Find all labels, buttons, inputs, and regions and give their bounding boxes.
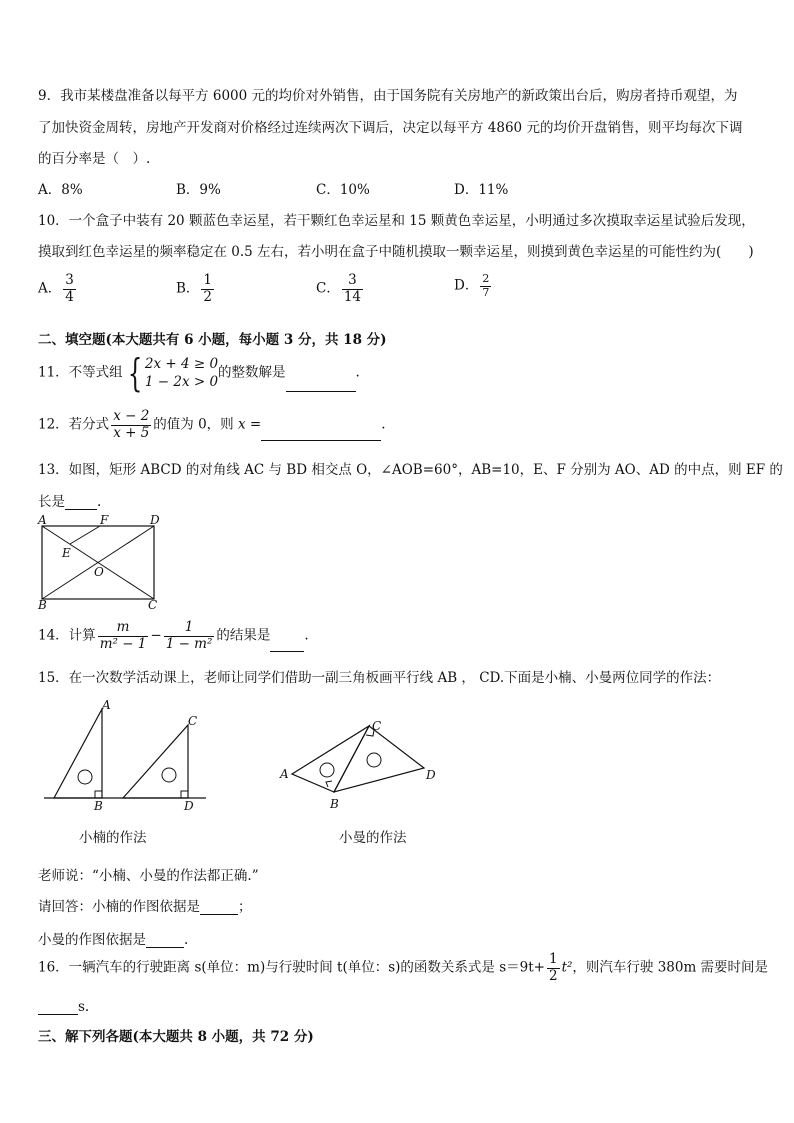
q14-answer-blank[interactable] [270,637,304,652]
q10-line1: 10．一个盒子中装有 20 颗蓝色幸运星，若干颗红色幸运星和 15 颗黄色幸运星，小明通过多次摸取幸运星试验后发现， [38,213,755,229]
q10-d-den: 7 [482,285,490,299]
q9-option-d: D．11% [454,182,509,198]
q10-c-den: 14 [343,288,362,305]
q13-line2: 长是 . [38,494,102,510]
q10-option-c: C． $\frac{3}{14}$ [316,272,362,305]
fig15-left-A: A [102,698,111,712]
section2-heading: 二、填空题(本大题共有 6 小题，每小题 3 分，共 18 分) [38,332,387,348]
q15-teacher: 老师说：“小楠、小曼的作法都正确.” [38,868,259,884]
q10-option-a: A． $\frac{3}{4}$ [38,272,74,305]
q16-line2: s. [38,999,89,1015]
fig15-left-D: D [184,799,194,813]
fig15-left-C: C [188,714,198,728]
label-F: F [100,513,109,527]
q11-answer-blank[interactable] [286,377,356,392]
q16-answer-blank[interactable] [38,1000,78,1015]
q16-line1: 16．一辆汽车的行驶距离 s(单位：m)与行驶时间 t(单位：s)的函数关系式是 s＝9t+ $\frac{1}{2}$ t²，则汽车行驶 380m 需要时间是 [38,951,769,984]
q15-line1: 15．在一次数学活动课上，老师让同学们借助一副三角板画平行线 AB ， CD.下面是小楠、小曼两位同学的作法： [38,670,721,686]
q9-line2: 了加快资金周转，房地产开发商对价格经过连续两次下调后，决定以每平方 4860 元的均价开盘销售，则平均每次下调 [38,120,743,136]
fig15-right-A: A [280,767,289,781]
fig15-left-B: B [94,799,103,813]
caption-xiaonan: 小楠的作法 [79,830,147,846]
q9-option-a: A．8% [38,182,83,198]
q12-answer-blank[interactable] [261,426,381,441]
xiaonan-construction-diagram [40,695,220,815]
caption-xiaoman: 小曼的作法 [339,830,407,846]
xiaoman-construction-diagram [276,712,446,814]
q15-ask1: 请回答：小楠的作图依据是 ； [38,899,252,915]
q10-line2: 摸取到红色幸运星的频率稳定在 0.5 左右，若小明在盒子中随机摸取一颗幸运星，则摸到黄色幸运星的可能性约为( ) [38,244,754,260]
q9-option-b: B．9% [176,182,221,198]
label-A: A [38,513,47,527]
q9-line1: 9．我市某楼盘准备以每平方 6000 元的均价对外销售，由于国务院有关房地产的新政策出台后，购房者持币观望，为 [38,88,738,104]
fig15-right-C: C [372,719,382,733]
q13-answer-blank[interactable] [65,495,97,510]
q10-option-b: B． $\frac{1}{2}$ [176,272,213,305]
q9-line3: 的百分率是（ ）. [38,151,151,167]
rectangle-diagram [34,512,166,612]
q13-line1: 13．如图，矩形 ABCD 的对角线 AC 与 BD 相交点 O，∠AOB=60°，AB=10，E、F 分别为 AO、AD 的中点，则 EF 的 [38,462,783,478]
label-O: O [94,565,104,579]
q12: 12．若分式 $\frac{x - 2}{x + 5}$ 的值为 0，则 x = . [38,408,386,441]
q10-d-num: 2 [482,272,490,285]
q10-option-d: D． $\frac{2}{7}$ [454,272,490,299]
q10-b-den: 2 [203,288,213,305]
q10-a-num: 3 [65,272,74,288]
fig15-right-D: D [426,768,436,782]
q11: 11．不等式组 { 2x + 4 ≥ 0 1 − 2x > 0 的整数解是 . [38,351,360,395]
q9-option-c: C．10% [316,182,370,198]
q15-answer-blank-1[interactable] [200,900,238,915]
q11-system: 2x + 4 ≥ 0 1 − 2x > 0 [144,356,219,390]
label-B: B [38,598,47,612]
label-D: D [150,513,160,527]
q14: 14．计算 $\frac{m}{\text{m² − 1}}$ − $\frac{1}{\text{1 − m²}}$ 的结果是 . [38,619,309,652]
q10-b-num: 1 [203,272,213,288]
brace-symbol: { [127,351,143,395]
q10-a-den: 4 [65,288,74,305]
label-E: E [62,546,71,560]
q15-ask2: 小曼的作图依据是 . [38,932,189,948]
label-C: C [148,598,158,612]
q10-c-num: 3 [342,273,363,290]
section3-heading: 三、解下列各题(本大题共 8 小题，共 72 分) [38,1029,314,1045]
fig15-right-B: B [330,797,339,811]
q15-answer-blank-2[interactable] [146,933,184,948]
